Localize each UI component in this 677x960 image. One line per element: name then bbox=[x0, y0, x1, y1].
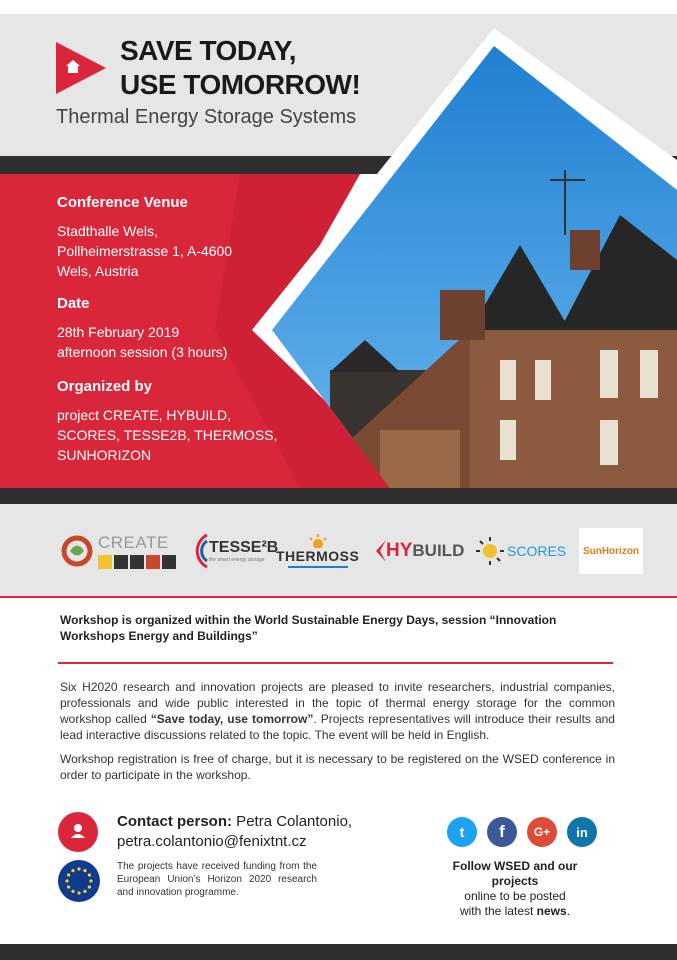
home-logo-icon bbox=[56, 42, 106, 94]
divider-red-1 bbox=[0, 596, 677, 598]
date-line-1: 28th February 2019 bbox=[57, 324, 180, 340]
follow-line-2: online to be posted bbox=[464, 889, 566, 903]
tesse2b-logo[interactable] bbox=[183, 528, 278, 574]
tesse2b-arc-icon bbox=[183, 531, 209, 571]
follow-line-1: Follow WSED and our projects bbox=[452, 859, 578, 888]
follow-text bbox=[430, 859, 600, 919]
organized-block bbox=[57, 377, 277, 465]
create-logo[interactable] bbox=[60, 528, 176, 574]
thermoss-sun-icon bbox=[306, 534, 330, 548]
contact-email[interactable]: petra.colantonio@fenixtnt.cz bbox=[117, 833, 307, 850]
googleplus-icon[interactable]: G+ bbox=[527, 817, 557, 847]
footer-band bbox=[0, 944, 677, 960]
page-subtitle: Thermal Energy Storage Systems bbox=[56, 106, 357, 128]
thermoss-label: THERMOSS bbox=[276, 548, 360, 564]
hybuild-logo[interactable] bbox=[372, 528, 464, 574]
contact-label: Contact person: bbox=[117, 813, 233, 830]
sunhorizon-logo[interactable] bbox=[579, 528, 643, 574]
funding-text: The projects have received funding from the European Union’s Horizon 2020 research and innovation programme. bbox=[117, 861, 317, 898]
facebook-icon[interactable]: f bbox=[487, 817, 517, 847]
contact-block bbox=[117, 812, 352, 852]
sunhorizon-label: SunHorizon bbox=[582, 545, 640, 557]
create-icons bbox=[98, 555, 176, 569]
tesse2b-tagline: the smart energy storage bbox=[209, 557, 265, 563]
twitter-icon[interactable]: t bbox=[447, 817, 477, 847]
scores-logo[interactable] bbox=[475, 528, 566, 574]
scores-label: SCORES bbox=[507, 543, 567, 559]
title-line-1: SAVE TODAY, bbox=[120, 35, 297, 66]
create-leaf-icon bbox=[60, 534, 94, 568]
workshop-name: “Save today, use tomorrow” bbox=[150, 712, 314, 726]
hybuild-hy: HY bbox=[386, 540, 413, 561]
date-block bbox=[57, 294, 227, 362]
intro-text: Workshop is organized within the World Sustainable Energy Days, session “Innovation Workshops Energy and Buildings” bbox=[60, 613, 557, 643]
date-line-2: afternoon session (3 hours) bbox=[57, 344, 228, 360]
hybuild-build: BUILD bbox=[412, 541, 465, 560]
venue-line-1: Stadthalle Wels, bbox=[57, 223, 158, 239]
thermoss-logo[interactable] bbox=[276, 528, 359, 574]
body-paragraph-1: Six H2020 research and innovation projects are pleased to invite researchers, industrial companies, professionals and wide public interested in the topic of thermal energy storage for the common workshop called “Save today, use tomorrow”. Projects representatives will introduce their results and lead interactive discussions related to the topic. The event will be held in English. bbox=[60, 680, 615, 742]
hero-bottom-band bbox=[0, 488, 677, 504]
contact-name: Petra Colantonio, bbox=[232, 813, 353, 830]
venue-line-3: Wels, Austria bbox=[57, 263, 139, 279]
hybuild-star-icon bbox=[372, 540, 386, 562]
follow-line-3: with the latest news. bbox=[459, 904, 571, 918]
organized-heading: Organized by bbox=[57, 378, 153, 395]
scores-sun-icon bbox=[475, 536, 505, 566]
eu-flag-icon bbox=[58, 860, 100, 902]
tesse2b-label: TESSE²B bbox=[209, 539, 279, 556]
organized-line-2: SCORES, TESSE2B, THERMOSS, bbox=[57, 427, 278, 443]
venue-heading: Conference Venue bbox=[57, 194, 188, 211]
organized-line-3: SUNHORIZON bbox=[57, 447, 152, 463]
page-title bbox=[120, 34, 360, 102]
create-label: CREATE bbox=[98, 533, 169, 552]
divider-red-2 bbox=[58, 662, 613, 664]
linkedin-icon[interactable]: in bbox=[567, 817, 597, 847]
venue-block bbox=[57, 193, 232, 281]
organized-line-1: project CREATE, HYBUILD, bbox=[57, 407, 232, 423]
body-paragraph-2: Workshop registration is free of charge, but it is necessary to be registered on the WSED conference in order to participate in the workshop. bbox=[60, 752, 615, 782]
person-icon bbox=[58, 812, 98, 852]
body-text bbox=[60, 679, 615, 783]
date-heading: Date bbox=[57, 295, 90, 312]
title-line-2: USE TOMORROW! bbox=[120, 69, 361, 100]
venue-line-2: Pollheimerstrasse 1, A-4600 bbox=[57, 243, 233, 259]
